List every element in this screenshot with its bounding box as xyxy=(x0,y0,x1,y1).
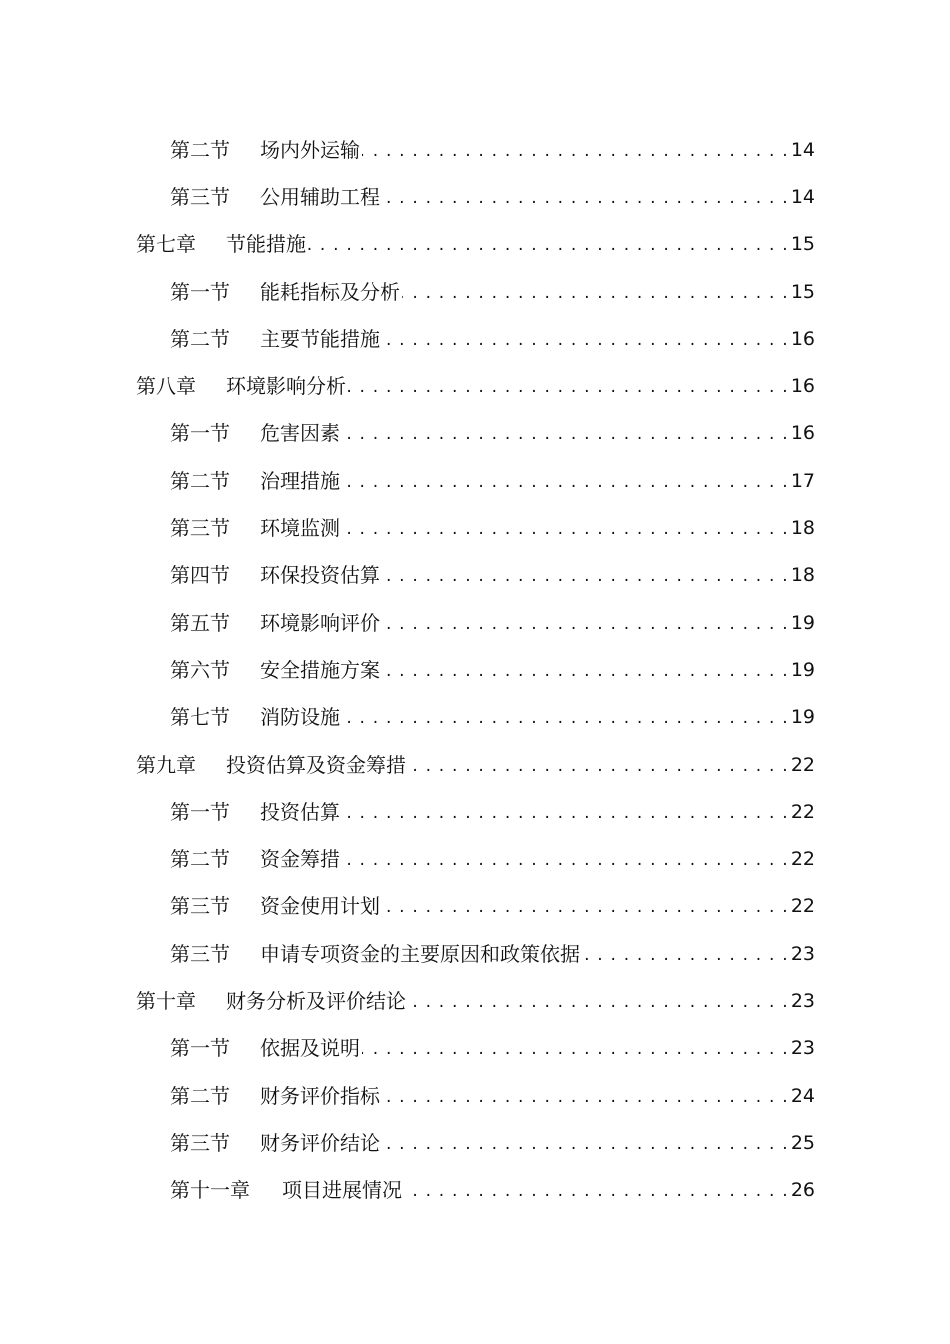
toc-page-number: 23 xyxy=(790,942,815,965)
toc-entry-title: 申请专项资金的主要原因和政策依据 xyxy=(260,941,580,966)
toc-entry-number: 第三节 xyxy=(170,941,230,966)
toc-entry-number: 第一节 xyxy=(170,799,230,824)
table-of-contents xyxy=(0,126,950,1214)
toc-chapter-entry[interactable] xyxy=(136,977,815,1024)
toc-entry-number: 第一节 xyxy=(170,1036,230,1061)
toc-entry-title: 投资估算及资金筹措 xyxy=(226,752,406,777)
toc-page-number: 16 xyxy=(790,375,815,398)
toc-dot-leader xyxy=(362,138,789,162)
toc-page-number: 23 xyxy=(790,1037,815,1060)
toc-entry-title: 节能措施 xyxy=(226,232,306,257)
toc-entry-number: 第三节 xyxy=(170,1130,230,1155)
toc-dot-leader xyxy=(382,185,789,209)
toc-entry-number: 第三节 xyxy=(170,184,230,209)
toc-entry-number: 第三节 xyxy=(170,516,230,541)
toc-section-entry[interactable] xyxy=(170,315,815,362)
toc-section-entry[interactable] xyxy=(170,1167,815,1214)
toc-page-number: 22 xyxy=(790,848,815,871)
toc-entry-number: 第一节 xyxy=(170,279,230,304)
toc-entry-title: 资金筹措 xyxy=(260,847,340,872)
toc-section-entry[interactable] xyxy=(170,126,815,173)
toc-entry-title: 场内外运输 xyxy=(260,137,360,162)
toc-section-entry[interactable] xyxy=(170,1119,815,1166)
toc-dot-leader xyxy=(342,469,789,493)
toc-dot-leader xyxy=(382,327,789,351)
toc-section-entry[interactable] xyxy=(170,930,815,977)
toc-section-entry[interactable] xyxy=(170,883,815,930)
toc-section-entry[interactable] xyxy=(170,1025,815,1072)
toc-entry-title: 公用辅助工程 xyxy=(260,184,380,209)
toc-page-number: 18 xyxy=(790,517,815,540)
toc-page-number: 22 xyxy=(790,895,815,918)
toc-page-number: 14 xyxy=(790,185,815,208)
toc-page-number: 19 xyxy=(790,611,815,634)
toc-dot-leader xyxy=(382,1084,789,1108)
toc-dot-leader xyxy=(342,516,789,540)
toc-dot-leader xyxy=(342,705,789,729)
toc-dot-leader xyxy=(382,1131,789,1155)
toc-page-number: 22 xyxy=(790,753,815,776)
toc-dot-leader xyxy=(582,942,789,966)
toc-entry-title: 环境影响评价 xyxy=(260,610,380,635)
toc-page-number: 23 xyxy=(790,989,815,1012)
toc-entry-title: 财务分析及评价结论 xyxy=(226,988,406,1013)
toc-section-entry[interactable] xyxy=(170,410,815,457)
toc-entry-title: 环保投资估算 xyxy=(260,563,380,588)
toc-dot-leader xyxy=(408,753,789,777)
toc-section-entry[interactable] xyxy=(170,694,815,741)
toc-entry-number: 第九章 xyxy=(136,752,196,777)
toc-entry-number: 第四节 xyxy=(170,563,230,588)
toc-dot-leader xyxy=(382,611,789,635)
toc-entry-number: 第二节 xyxy=(170,1083,230,1108)
toc-entry-title: 主要节能措施 xyxy=(260,326,380,351)
toc-entry-title: 消防设施 xyxy=(260,705,340,730)
toc-page-number: 19 xyxy=(790,658,815,681)
toc-page-number: 25 xyxy=(790,1131,815,1154)
toc-entry-number: 第二节 xyxy=(170,468,230,493)
toc-entry-title: 资金使用计划 xyxy=(260,894,380,919)
toc-dot-leader xyxy=(402,280,789,304)
toc-section-entry[interactable] xyxy=(170,1072,815,1119)
toc-dot-leader xyxy=(404,1178,789,1202)
toc-entry-number: 第十一章 xyxy=(170,1178,250,1203)
toc-entry-number: 第七节 xyxy=(170,705,230,730)
toc-page-number: 15 xyxy=(790,280,815,303)
toc-dot-leader xyxy=(382,563,789,587)
toc-entry-title: 投资估算 xyxy=(260,799,340,824)
toc-page-number: 16 xyxy=(790,327,815,350)
toc-page-number: 26 xyxy=(790,1179,815,1202)
toc-section-entry[interactable] xyxy=(170,835,815,882)
toc-entry-title: 依据及说明 xyxy=(260,1036,360,1061)
toc-page-number: 15 xyxy=(790,233,815,256)
toc-entry-number: 第五节 xyxy=(170,610,230,635)
toc-entry-title: 项目进展情况 xyxy=(282,1178,402,1203)
toc-chapter-entry[interactable] xyxy=(136,221,815,268)
toc-page-number: 14 xyxy=(790,138,815,161)
toc-entry-title: 危害因素 xyxy=(260,421,340,446)
toc-dot-leader xyxy=(362,1036,789,1060)
toc-entry-title: 财务评价结论 xyxy=(260,1130,380,1155)
toc-section-entry[interactable] xyxy=(170,552,815,599)
toc-entry-title: 环境监测 xyxy=(260,516,340,541)
toc-entry-title: 治理措施 xyxy=(260,468,340,493)
toc-section-entry[interactable] xyxy=(170,268,815,315)
toc-dot-leader xyxy=(348,374,789,398)
toc-dot-leader xyxy=(342,800,789,824)
toc-chapter-entry[interactable] xyxy=(136,741,815,788)
toc-chapter-entry[interactable] xyxy=(136,362,815,409)
toc-entry-number: 第八章 xyxy=(136,374,196,399)
toc-page-number: 16 xyxy=(790,422,815,445)
toc-entry-title: 能耗指标及分析 xyxy=(260,279,400,304)
toc-section-entry[interactable] xyxy=(170,599,815,646)
toc-entry-number: 第二节 xyxy=(170,847,230,872)
toc-entry-number: 第二节 xyxy=(170,137,230,162)
toc-entry-title: 环境影响分析 xyxy=(226,374,346,399)
toc-page-number: 19 xyxy=(790,706,815,729)
toc-entry-number: 第一节 xyxy=(170,421,230,446)
toc-entry-title: 财务评价指标 xyxy=(260,1083,380,1108)
toc-page-number: 17 xyxy=(790,469,815,492)
toc-entry-number: 第三节 xyxy=(170,894,230,919)
toc-dot-leader xyxy=(382,658,789,682)
toc-entry-title: 安全措施方案 xyxy=(260,657,380,682)
toc-dot-leader xyxy=(382,894,789,918)
toc-entry-number: 第七章 xyxy=(136,232,196,257)
toc-section-entry[interactable] xyxy=(170,504,815,551)
toc-section-entry[interactable] xyxy=(170,173,815,220)
toc-dot-leader xyxy=(408,989,789,1013)
toc-dot-leader xyxy=(342,421,789,445)
toc-section-entry[interactable] xyxy=(170,646,815,693)
toc-page-number: 24 xyxy=(790,1084,815,1107)
toc-section-entry[interactable] xyxy=(170,788,815,835)
toc-entry-number: 第二节 xyxy=(170,326,230,351)
toc-dot-leader xyxy=(342,847,789,871)
toc-page-number: 22 xyxy=(790,800,815,823)
toc-entry-number: 第六节 xyxy=(170,657,230,682)
toc-entry-number: 第十章 xyxy=(136,988,196,1013)
toc-page-number: 18 xyxy=(790,564,815,587)
toc-section-entry[interactable] xyxy=(170,457,815,504)
toc-dot-leader xyxy=(308,232,789,256)
